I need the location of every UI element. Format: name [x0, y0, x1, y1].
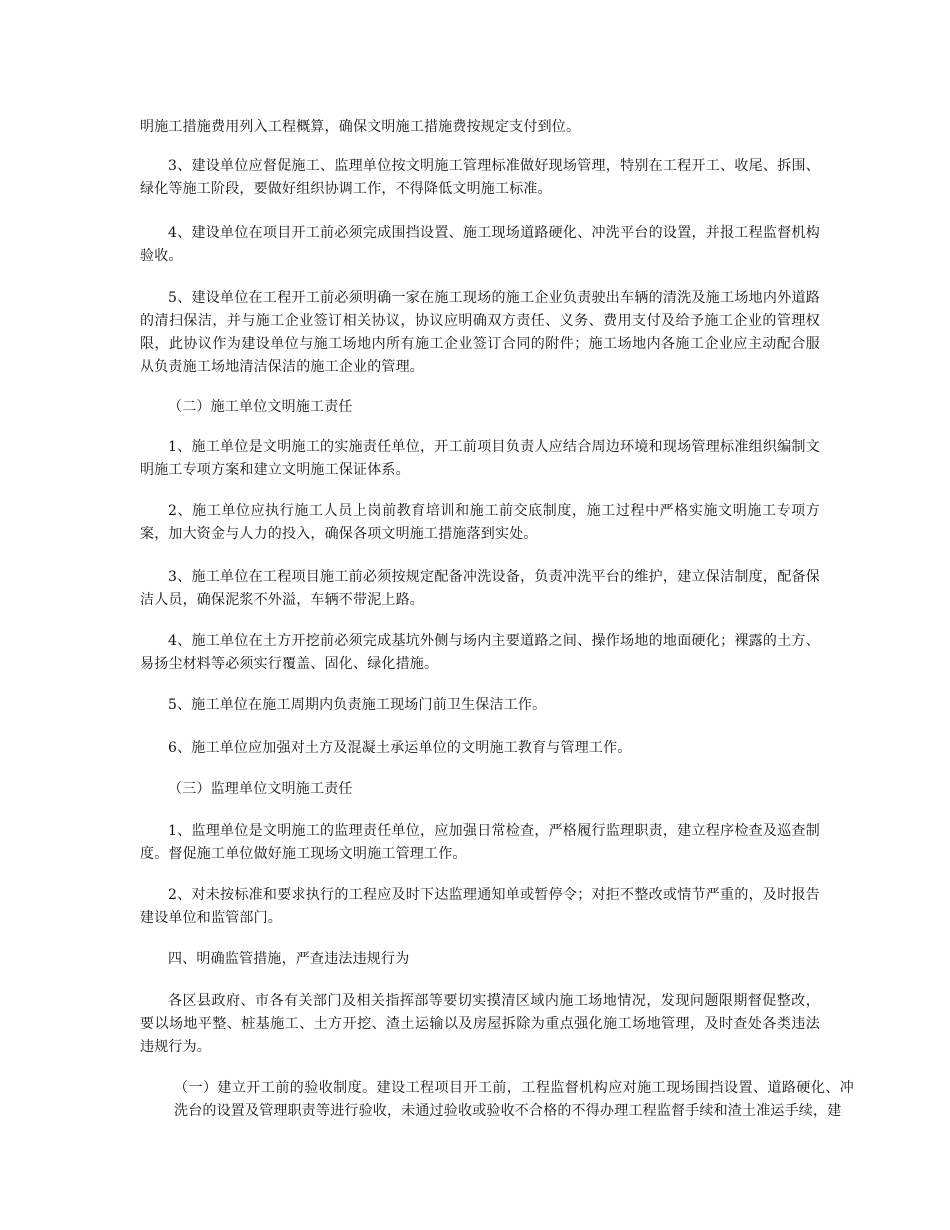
paragraph-construction-unit-5: 5、建设单位在工程开工前必须明确一家在施工现场的施工企业负责驶出车辆的清洗及施工场地内外道路的清扫保洁，并与施工企业签订相关协议，协议应明确双方责任、义务、费用支付及给予施工企业的管理权限，此协议作为建设单位与施工场地内所有施工企业签订合同的附件；施工场地内各施工企业应主动配合服从负责施工场地清洁保洁的施工企业的管理。: [140, 290, 820, 375]
paragraph-acceptance-system: （一）建立开工前的验收制度。建设工程项目开工前，工程监督机构应对施工现场围挡设置、道路硬化、冲洗台的设置及管理职责等进行验收，未通过验收或验收不合格的不得办理工程监督手续和渣土准运手续，建: [174, 1080, 854, 1119]
paragraph-district-governments: 各区县政府、市各有关部门及相关指挥部等要切实摸清区域内施工场地情况，发现问题限期督促整改，要以场地平整、桩基施工、土方开挖、渣土运输以及房屋拆除为重点强化施工场地管理，及时查处各类违法违规行为。: [140, 993, 820, 1055]
paragraph-contractor-6: 6、施工单位应加强对土方及混凝土承运单位的文明施工教育与管理工作。: [168, 740, 632, 756]
paragraph-supervisor-1: 1、监理单位是文明施工的监理责任单位，应加强日常检查，严格履行监理职责，建立程序检查及巡查制度。督促施工单位做好施工现场文明施工管理工作。: [140, 823, 820, 862]
paragraph-contractor-2: 2、施工单位应执行施工人员上岗前教育培训和施工前交底制度，施工过程中严格实施文明施工专项方案，加大资金与人力的投入，确保各项文明施工措施落到实处。: [140, 503, 820, 542]
section-heading-supervisor: （三）监理单位文明施工责任: [168, 781, 353, 797]
paragraph-construction-unit-3: 3、建设单位应督促施工、监理单位按文明施工管理标准做好现场管理，特别在工程开工、收尾、拆围、绿化等施工阶段，要做好组织协调工作，不得降低文明施工标准。: [140, 158, 820, 197]
paragraph-contractor-4: 4、施工单位在土方开挖前必须完成基坑外侧与场内主要道路之间、操作场地的地面硬化；裸露的土方、易扬尘材料等必须实行覆盖、固化、绿化措施。: [140, 633, 820, 672]
paragraph-construction-unit-4: 4、建设单位在项目开工前必须完成围挡设置、施工现场道路硬化、冲洗平台的设置，并报工程监督机构验收。: [140, 225, 820, 264]
section-heading-contractor: （二）施工单位文明施工责任: [168, 399, 353, 415]
paragraph-contractor-3: 3、施工单位在工程项目施工前必须按规定配备冲洗设备，负责冲洗平台的维护，建立保洁制度，配备保洁人员，确保泥浆不外溢，车辆不带泥上路。: [140, 569, 820, 608]
paragraph-fee-continuation: 明施工措施费用列入工程概算，确保文明施工措施费按规定支付到位。: [140, 119, 581, 135]
paragraph-contractor-1: 1、施工单位是文明施工的实施责任单位，开工前项目负责人应结合周边环境和现场管理标准组织编制文明施工专项方案和建立文明施工保证体系。: [140, 439, 820, 478]
paragraph-supervisor-2: 2、对未按标准和要求执行的工程应及时下达监理通知单或暂停令；对拒不整改或情节严重的，及时报告建设单位和监管部门。: [140, 887, 820, 926]
paragraph-contractor-5: 5、施工单位在施工周期内负责施工现场门前卫生保洁工作。: [168, 697, 547, 713]
section-heading-supervision-measures: 四、明确监管措施，严查违法违规行为: [168, 951, 410, 967]
